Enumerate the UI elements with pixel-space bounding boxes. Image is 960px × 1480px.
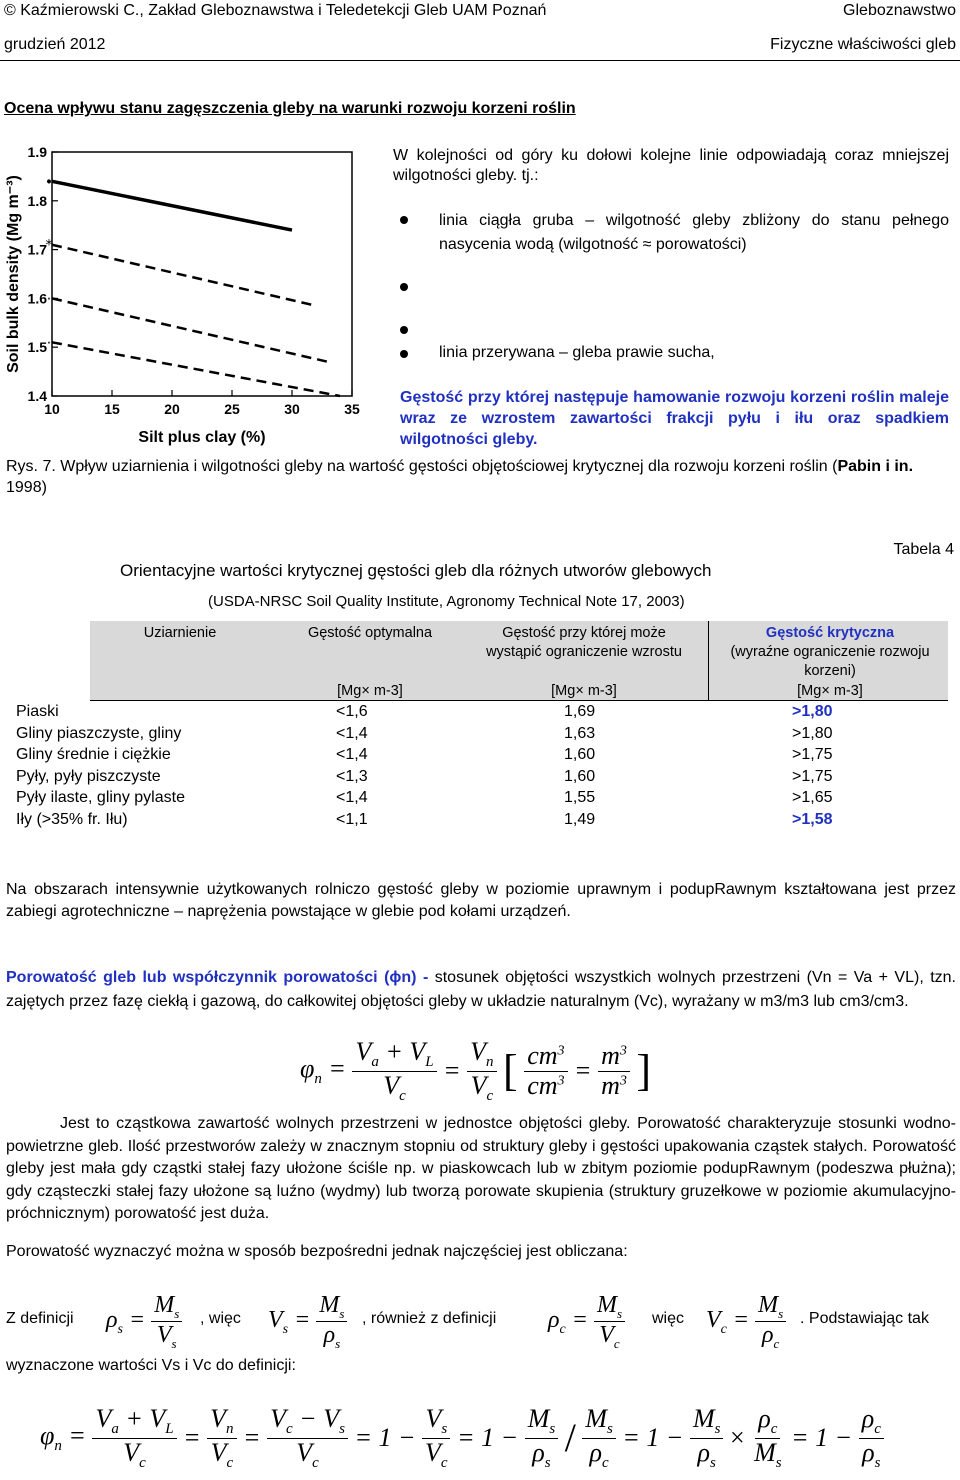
table-row xyxy=(16,811,946,833)
cell-critical: >1,65 xyxy=(792,789,833,807)
series-line-1 xyxy=(52,181,292,230)
table-row xyxy=(16,768,946,790)
series-marker-4: · xyxy=(46,335,52,352)
table-title: Orientacyjne wartości krytycznej gęstości gleb dla różnych utworów glebowych xyxy=(120,561,712,580)
cell-critical: >1,80 xyxy=(792,703,833,720)
x-tick-label: 35 xyxy=(344,401,360,417)
cell-optimal: <1,1 xyxy=(336,811,368,828)
cell-limit: 1,69 xyxy=(564,703,596,720)
th-optimal: Gęstość optymalna xyxy=(307,625,433,641)
th-limit-unit: [Mg× m-3] xyxy=(551,683,617,699)
porosity-term: Porowatość gleb lub współczynnik porowatości (ϕn) - xyxy=(6,969,429,986)
cell-texture: Piaski xyxy=(16,703,59,720)
header-course: Gleboznawstwo xyxy=(843,2,956,19)
table-subtitle: (USDA-NRSC Soil Quality Institute, Agronomy Technical Note 17, 2003) xyxy=(208,593,685,610)
cell-limit: 1,55 xyxy=(564,789,596,807)
x-tick-label: 15 xyxy=(104,401,120,417)
th-critical: Gęstość krytyczna xyxy=(765,625,895,641)
cell-texture: Gliny średnie i ciężkie xyxy=(16,746,171,764)
cell-optimal: <1,4 xyxy=(336,789,368,807)
cell-texture: Iły (>35% fr. Iłu) xyxy=(16,811,128,828)
formula-derivation: $\varphi_n$ = $\frac{V_a + V_L}{V_c}$ = $\frac{V_n}{V_c}$ = $\frac{V_c - V_s}{V_c}$ = 1 − $\frac{V_s}{V_c}$ = 1 − $\frac{M_s}{\rho_s}$ / $\frac{M_s}{\rho_c}$ = 1 − $\frac{M_s}{\rho_s}$ × $\frac{\rho_c}{M_s}$ = 1 − $\frac{\rho_c}{\rho_s}$ xyxy=(40,1405,884,1471)
def-vc: $V_c$ = $\frac{M_s}{\rho_c}$ xyxy=(706,1292,786,1351)
legend-intro: W kolejności od góry ku dołowi kolejne linie odpowiadają coraz mniejszej wilgotności gleby. tj.: xyxy=(393,147,949,184)
cell-critical: >1,58 xyxy=(792,811,833,828)
bulk-density-chart xyxy=(0,128,385,453)
cell-limit: 1,49 xyxy=(564,811,596,828)
x-tick-label: 30 xyxy=(284,401,300,417)
cell-texture: Gliny piaszczyste, gliny xyxy=(16,724,182,742)
y-tick-label: 1.7 xyxy=(27,241,47,258)
bullet-4 xyxy=(400,350,408,358)
definitions-line xyxy=(6,1288,956,1351)
def-text-1: Z definicji xyxy=(6,1310,74,1327)
series-line-2 xyxy=(52,245,316,306)
legend-note: Gęstość przy której następuje hamowanie rozwoju korzeni roślin maleje wraz ze wzrostem zawartości frakcji pyłu i iłu oraz spadkiem wilgotności gleby. xyxy=(400,389,949,448)
def-rho-s: $\rho_s$ = $\frac{M_s}{V_s}$ xyxy=(106,1292,182,1351)
def-text-5: . Podstawiając tak xyxy=(800,1310,929,1327)
def-text-4: więc xyxy=(652,1310,685,1327)
caption-year: 1998) xyxy=(6,479,47,496)
bullet-3 xyxy=(400,326,408,334)
series-marker-2: * xyxy=(45,237,53,254)
th-limit: Gęstość przy której może wystąpić ograniczenie wzrostu xyxy=(486,625,682,660)
x-tick-label: 25 xyxy=(224,401,240,417)
cell-limit: 1,63 xyxy=(564,724,596,742)
x-axis-label: Silt plus clay (%) xyxy=(138,429,266,446)
section-title: Ocena wpływu stanu zagęszczenia gleby na warunki rozwoju korzeni roślin xyxy=(4,100,576,117)
x-tick-label: 10 xyxy=(44,401,60,417)
table-label: Tabela 4 xyxy=(893,541,954,558)
y-tick-label: 1.5 xyxy=(27,339,47,356)
def-text-2: , więc xyxy=(200,1310,241,1327)
paragraph-calc: Porowatość wyznaczyć można w sposób bezpośredni jednak najczęściej jest obliczana: xyxy=(6,1243,628,1260)
y-tick-label: 1.4 xyxy=(27,388,47,404)
figure-caption xyxy=(6,456,946,498)
y-axis-label: Soil bulk density (Mg m⁻³) xyxy=(5,175,22,373)
series-line-3 xyxy=(52,298,328,361)
def-text-6: wyznaczone wartości Vs i Vc do definicji: xyxy=(6,1357,296,1374)
th-optimal-unit: [Mg× m-3] xyxy=(337,683,403,699)
series-marker-1: • xyxy=(44,174,54,191)
caption-text: Rys. 7. Wpływ uziarnienia i wilgotności gleby na wartość gęstości objętościowej krytycznej dla rozwoju korzeni roślin ( xyxy=(6,458,838,475)
table-row xyxy=(16,789,946,811)
bullet-1 xyxy=(400,216,408,224)
table-row xyxy=(16,746,946,768)
table-col-divider xyxy=(708,621,709,701)
y-tick-label: 1.6 xyxy=(27,290,47,307)
x-tick-label: 20 xyxy=(164,401,180,417)
cell-texture: Pyły, pyły piszczyste xyxy=(16,767,161,785)
paragraph-compaction: Na obszarach intensywnie użytkowanych rolniczo gęstość gleby w poziomie uprawnym i podupRawnym kształtowana jest przez zabiegi agrotechniczne – naprężenia powstające w glebie pod kołami urządzeń. xyxy=(6,881,956,920)
th-texture: Uziarnienie xyxy=(143,625,217,641)
cell-limit: 1,60 xyxy=(564,767,596,785)
cell-critical: >1,75 xyxy=(792,767,833,785)
chart-frame xyxy=(52,152,352,396)
cell-texture: Pyły ilaste, gliny pylaste xyxy=(16,789,185,807)
cell-optimal: <1,3 xyxy=(336,767,368,785)
formula-porosity: $\varphi_n$ = $\frac{V_a + V_L}{V_c}$ = $\frac{V_n}{V_c}$ [ $\frac{cm^3}{cm^3}$ = $\frac{m^3}{m^3}$ ] xyxy=(300,1037,652,1104)
legend-bullet-1: linia ciągła gruba – wilgotność gleby zbliżony do stanu pełnego nasycenia wodą (wilgotność ≈ porowatości) xyxy=(439,212,949,253)
cell-optimal: <1,4 xyxy=(336,724,368,742)
cell-limit: 1,60 xyxy=(564,746,596,764)
th-critical-sub: (wyraźne ograniczenie rozwoju korzeni) xyxy=(730,644,930,679)
table-row xyxy=(16,703,946,725)
porosity-definition xyxy=(6,966,956,1014)
y-tick-label: 1.8 xyxy=(27,192,47,209)
bullet-2 xyxy=(400,283,408,291)
def-rho-c: $\rho_c$ = $\frac{M_s}{V_c}$ xyxy=(548,1292,625,1351)
y-tick-label: 1.9 xyxy=(27,144,47,160)
cell-critical: >1,75 xyxy=(792,746,833,764)
paragraph-porosity-info: Jest to cząstkowa zawartość wolnych przestrzeni w jednostce objętości gleby. Porowatość charakteryzuje stosunki wodno-powietrzne gleb. Ilość przestworów zależy w znacznym stopniu od struktury gleby i gęstości upakowania cząstek stałych. Porowatość gleby jest mała gdy cząstki stałej fazy ułożone ściśle np. w piaskowcach lub w zbitym poziomie podupRawnym (podeszwa płużna); gdy cząsteczki stałej fazy ułożone są luźno (wydmy) lub tworzą porowate skupienia (struktury gruzełkowe w poziomie akumulacyjno-próchnicznym) porowatość jest duża. xyxy=(6,1115,956,1222)
porosity-text: stosunek objętości wszystkich wolnych przestrzeni (Vn = Va + VL), tzn. zajętych przez fazę ciekłą i gazową, do całkowitej objętości gleby w układzie naturalnym (Vc), wyrażany w m3/m3 lub cm3/cm3. xyxy=(6,969,957,1010)
cell-optimal: <1,6 xyxy=(336,703,368,720)
cell-critical: >1,80 xyxy=(792,724,833,742)
def-text-3: , również z definicji xyxy=(362,1310,497,1327)
th-critical-unit: [Mg× m-3] xyxy=(797,683,863,699)
caption-source: Pabin i in. xyxy=(837,458,914,475)
table-row xyxy=(16,725,946,747)
header-topic: Fizyczne właściwości gleb xyxy=(770,36,956,53)
series-marker-3: · xyxy=(46,291,52,308)
series-line-4 xyxy=(52,342,340,396)
def-vs: $V_s$ = $\frac{M_s}{\rho_s}$ xyxy=(268,1292,347,1351)
header-author: © Kaźmierowski C., Zakład Gleboznawstwa i Teledetekcji Gleb UAM Poznań xyxy=(4,2,547,19)
legend-bullet-4: linia przerywana – gleba prawie sucha, xyxy=(439,344,715,361)
header-rule xyxy=(0,60,960,61)
cell-optimal: <1,4 xyxy=(336,746,368,764)
header-date: grudzień 2012 xyxy=(4,36,106,53)
